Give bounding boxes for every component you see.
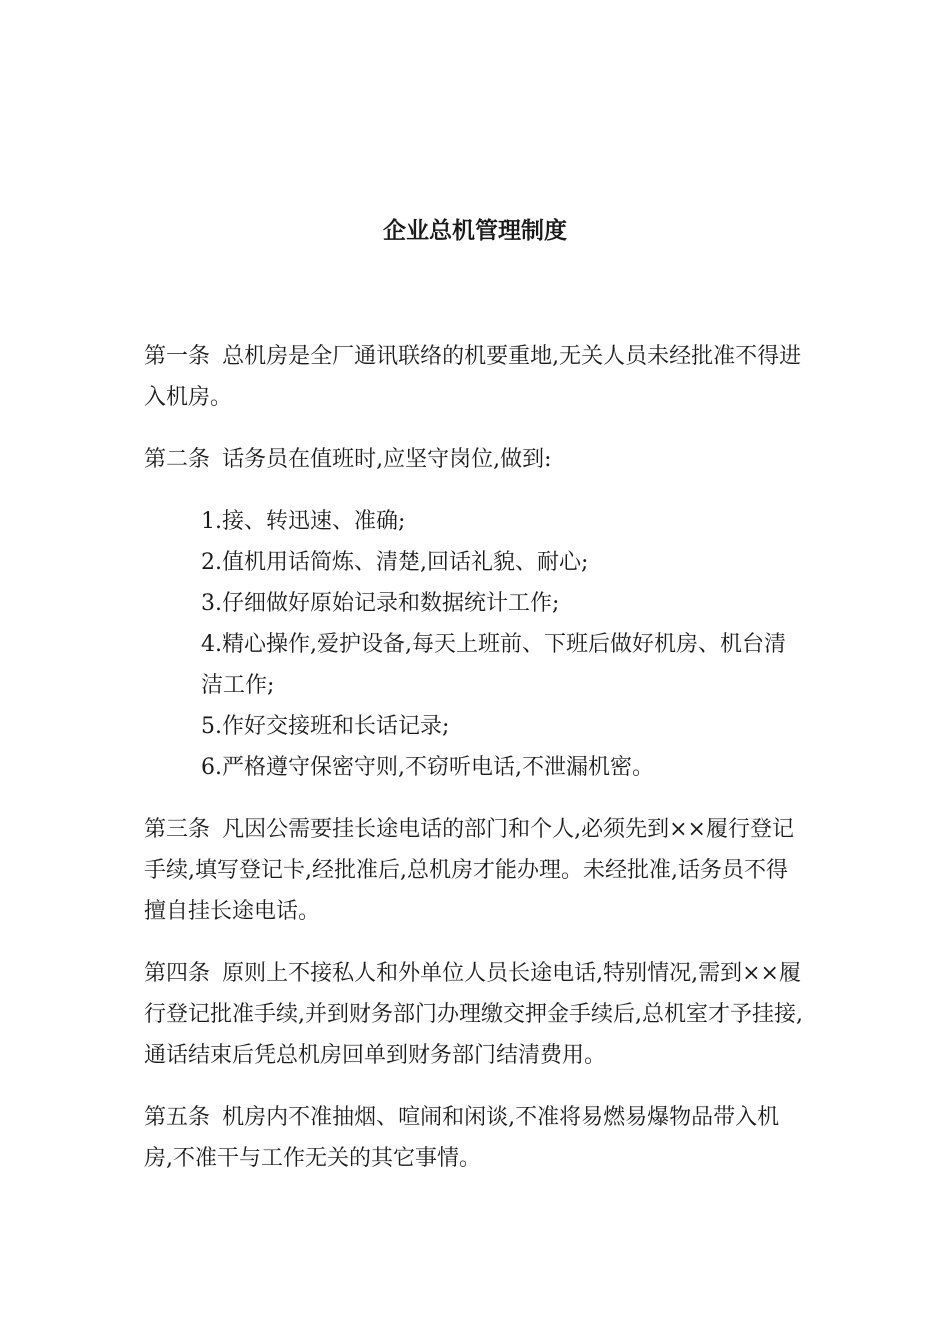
duty-item: 1.接、转迅速、准确;: [201, 509, 406, 534]
article-label: 第四条: [144, 961, 211, 986]
article-1: [144, 336, 804, 418]
duty-item: 2.值机用话简炼、清楚,回话礼貌、耐心;: [201, 550, 589, 575]
article-4: [144, 953, 804, 1076]
duty-item: 4.精心操作,爱护设备,每天上班前、下班后做好机房、机台清洁工作;: [201, 632, 786, 698]
article-3: [144, 809, 804, 932]
article-label: 第一条: [144, 344, 211, 369]
duty-item: 3.仔细做好原始记录和数据统计工作;: [201, 591, 560, 616]
document-title: 企业总机管理制度: [383, 218, 567, 244]
article-text: 凡因公需要挂长途电话的部门和个人,必须先到××履行登记手续,填写登记卡,经批准后,总机房才能办理。未经批准,话务员不得擅自挂长途电话。: [144, 817, 794, 924]
document-body: [144, 336, 804, 1200]
article-label: 第二条: [144, 447, 211, 472]
article-text: 总机房是全厂通讯联络的机要重地,无关人员未经批准不得进入机房。: [144, 344, 802, 410]
duty-item: 5.作好交接班和长话记录;: [201, 714, 450, 739]
duty-item: 6.严格遵守保密守则,不窃听电话,不泄漏机密。: [201, 755, 654, 780]
article-text: 原则上不接私人和外单位人员长途电话,特别情况,需到××履行登记批准手续,并到财务部门办理缴交押金手续后,总机室才予挂接,通话结束后凭总机房回单到财务部门结清费用。: [144, 961, 803, 1068]
article-text: 话务员在值班时,应坚守岗位,做到:: [222, 447, 552, 472]
duty-list: [201, 501, 804, 788]
article-label: 第五条: [144, 1105, 211, 1130]
article-label: 第三条: [144, 817, 211, 842]
article-2: [144, 439, 804, 480]
article-5: [144, 1097, 804, 1179]
article-text: 机房内不准抽烟、喧闹和闲谈,不准将易燃易爆物品带入机房,不准干与工作无关的其它事情。: [144, 1105, 780, 1171]
